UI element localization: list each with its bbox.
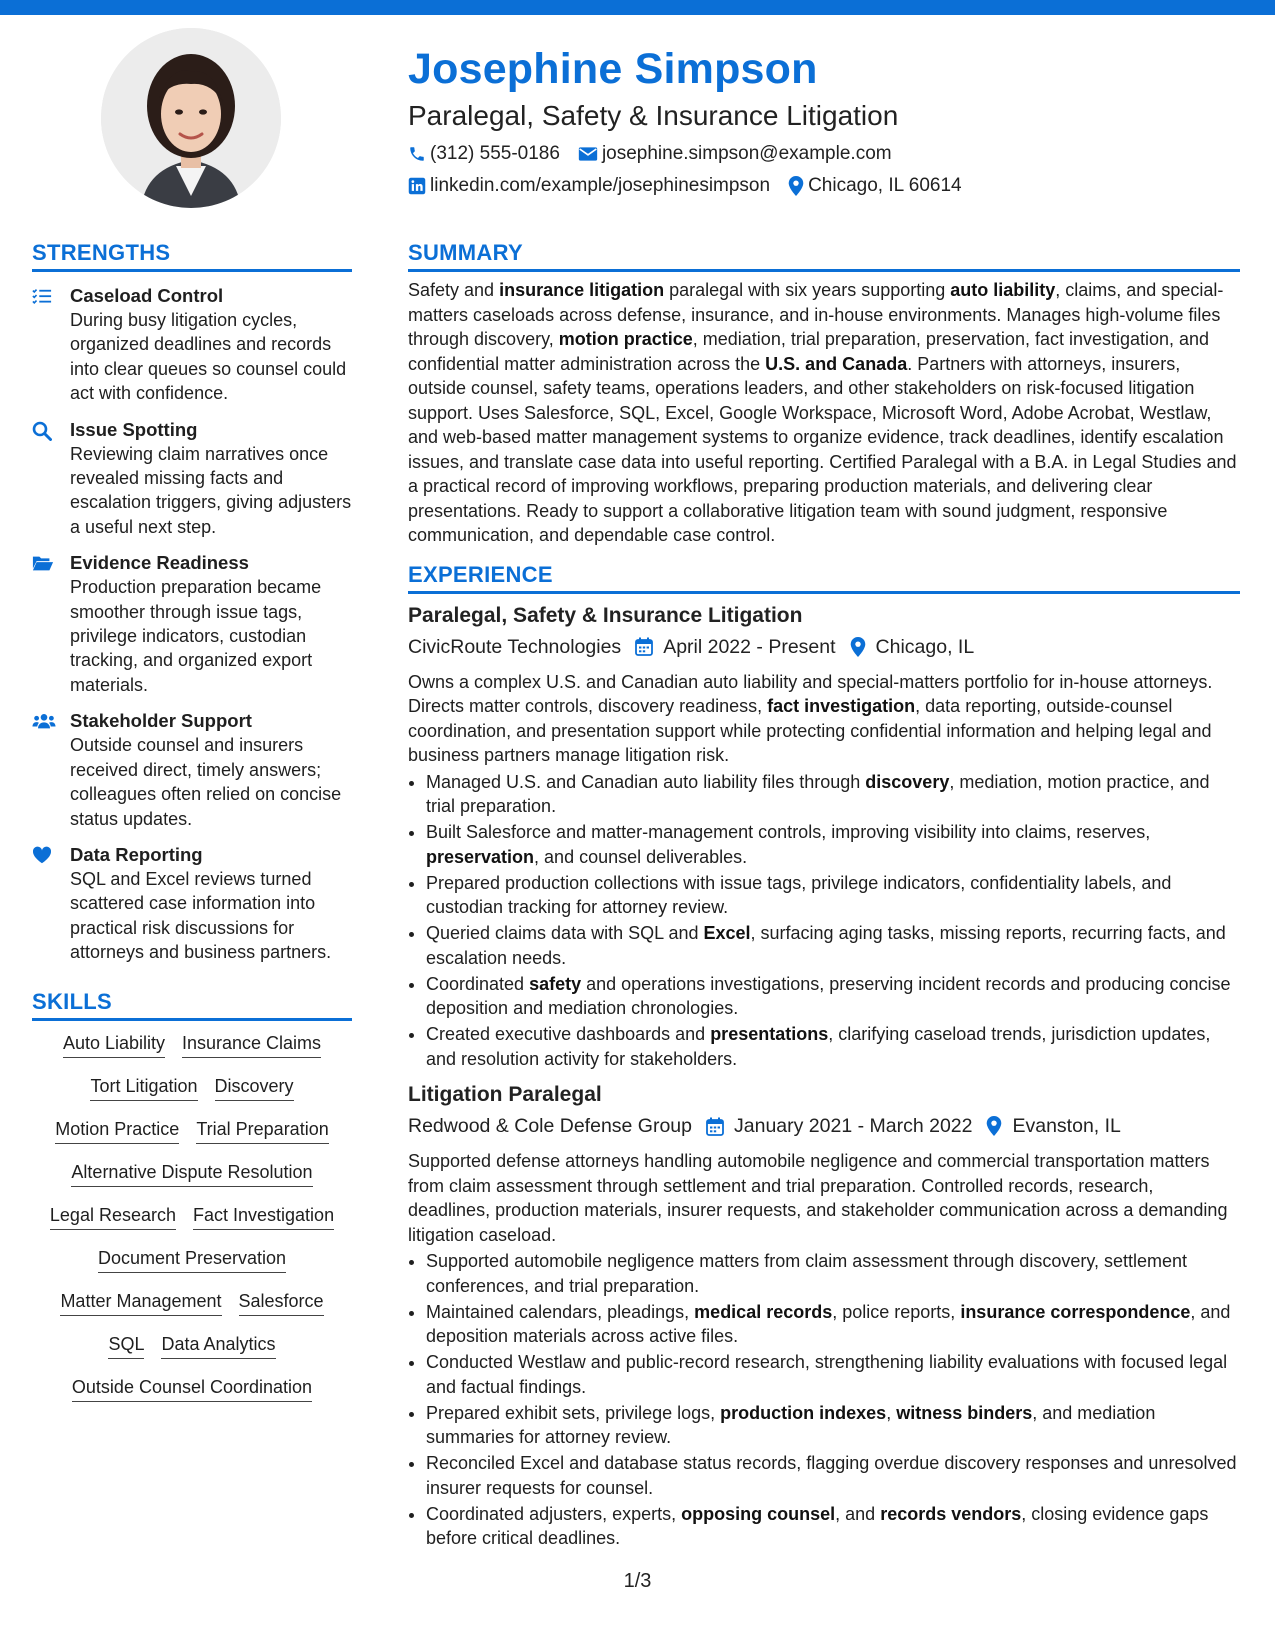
text-run: Built Salesforce and matter-management controls, improving visibility into claims, reserves, <box>426 822 1151 842</box>
job-bullet <box>426 1401 1240 1450</box>
job-entry <box>408 602 1240 1072</box>
strength-title: Caseload Control <box>70 285 224 306</box>
text-run: Prepared production collections with issue tags, privilege indicators, confidentiality labels, and custodian tracking for attorney review. <box>426 872 1172 917</box>
text-run: Prepared exhibit sets, privilege logs, <box>426 1402 721 1423</box>
job-bullet <box>426 820 1240 869</box>
location-contact <box>788 170 962 202</box>
skill-row <box>32 1203 352 1230</box>
text-run: , and counsel deliverables. <box>534 846 748 867</box>
emphasis-text: safety <box>529 973 582 994</box>
strength-item <box>32 843 352 965</box>
page-number: 1/3 <box>623 1570 652 1592</box>
envelope-icon <box>578 145 598 163</box>
skill-tag: Alternative Dispute Resolution <box>71 1160 312 1187</box>
text-run: , data reporting, outside-counsel coordination, and presentation support while protecting confidential information and helping legal and business partners manage litigation risk. <box>408 696 1212 765</box>
skill-tag: Insurance Claims <box>182 1031 321 1058</box>
job-title: Litigation Paralegal <box>408 1083 602 1106</box>
text-run: . Partners with attorneys, insurers, outside counsel, safety teams, operations leaders, and other stakeholders on risk-focused litigation support. Uses Salesforce, SQL, Excel, Google Workspace, Microsoft Word, Adobe Acrobat, Westlaw, and web-based matter management systems to organize evidence, track deadlines, identify escalation issues, and translate case data into useful reporting. Certified Paralegal with a B.A. in Legal Studies and a practical record of improving workflows, preparing production materials, and delivering clear presentations. Ready to support a collaborative litigation team with sound judgment, responsive communication, and dependable case control. <box>408 353 1237 545</box>
emphasis-text: motion practice <box>558 329 693 349</box>
strength-desc: Outside counsel and insurers received direct, timely answers; colleagues often relied on concise status updates. <box>70 735 342 829</box>
emphasis-text: auto liability <box>950 280 1056 300</box>
emphasis-text: medical records <box>694 1301 833 1322</box>
job-title: Paralegal, Safety & Insurance Litigation <box>408 603 803 627</box>
skill-row <box>32 1031 352 1058</box>
emphasis-text: opposing counsel <box>681 1503 836 1524</box>
emphasis-text: discovery <box>865 771 950 792</box>
search-icon <box>32 421 52 441</box>
candidate-title: Paralegal, Safety & Insurance Litigation <box>408 100 899 131</box>
skill-tag: Legal Research <box>50 1203 176 1230</box>
text-run: Created executive dashboards and <box>426 1024 711 1044</box>
job-dates <box>635 632 835 662</box>
job-bullet <box>426 1249 1240 1298</box>
text-run: , and mediation summaries for attorney review. <box>426 1402 1156 1447</box>
strength-desc: During busy litigation cycles, organized deadlines and records into clear queues so counsel could act with confidence. <box>70 310 347 404</box>
emphasis-text: insurance correspondence <box>960 1301 1191 1322</box>
emphasis-text: presentations <box>710 1024 829 1044</box>
job-bullet <box>426 1350 1240 1399</box>
location-text: Chicago, IL 60614 <box>808 175 962 196</box>
text-run: , and deposition materials across active files. <box>426 1301 1231 1346</box>
strengths-list <box>32 284 352 965</box>
strength-item <box>32 284 352 406</box>
top-accent-bar <box>0 0 1275 15</box>
text-run: , police reports, <box>832 1301 961 1322</box>
job-location <box>986 1111 1120 1141</box>
job-description <box>408 670 1240 768</box>
skill-tag: Motion Practice <box>55 1117 179 1144</box>
strength-title: Stakeholder Support <box>70 710 252 732</box>
text-run: , surfacing aging tasks, missing reports, recurring facts, and escalation needs. <box>426 923 1226 968</box>
folder-open-icon <box>32 554 54 572</box>
job-location-text: Chicago, IL <box>875 635 975 658</box>
skill-tag: Trial Preparation <box>196 1117 328 1144</box>
skill-row <box>32 1332 352 1359</box>
skill-row <box>32 1117 352 1144</box>
skill-row <box>32 1375 352 1402</box>
linkedin-icon <box>408 177 426 195</box>
strength-desc: Production preparation became smoother through issue tags, privilege indicators, custodian tracking, and organized export materials. <box>70 577 322 695</box>
text-run: , mediation, motion practice, and trial preparation. <box>426 771 1210 816</box>
job-bullet <box>426 1451 1240 1500</box>
text-run: , claims, and special-matters caseloads across defense, insurance, and in-house environments. Manages high-volume files through discovery, <box>408 280 1224 349</box>
summary-paragraph <box>408 278 1240 548</box>
linkedin-text: linkedin.com/example/josephinesimpson <box>430 175 771 196</box>
skill-tag: Document Preservation <box>98 1246 286 1273</box>
job-bullet <box>426 1502 1240 1551</box>
skill-tag: Fact Investigation <box>193 1203 334 1230</box>
job-bullet <box>426 871 1240 920</box>
strength-item <box>32 709 352 831</box>
text-run: and operations investigations, preserving incident records and producing concise deposition and mediation chronologies. <box>426 973 1231 1018</box>
skills-heading: SKILLS <box>32 989 352 1021</box>
users-icon <box>32 712 56 730</box>
skill-tag: Discovery <box>215 1074 294 1101</box>
map-pin-icon <box>788 176 804 196</box>
checklist-icon <box>32 287 52 305</box>
resume-header <box>408 40 1238 202</box>
text-run: Safety and <box>408 280 500 300</box>
job-location <box>850 632 975 662</box>
job-bullets <box>408 770 1240 1072</box>
candidate-name: Josephine Simpson <box>408 45 818 93</box>
job-location-text: Evanston, IL <box>1012 1115 1121 1137</box>
emphasis-text: preservation <box>426 846 535 867</box>
experience-heading: EXPERIENCE <box>408 562 1240 594</box>
heart-icon <box>32 846 52 864</box>
strength-desc: SQL and Excel reviews turned scattered case information into practical risk discussions for attorneys and business partners. <box>70 868 332 963</box>
strength-title: Data Reporting <box>70 843 203 865</box>
job-bullet <box>426 1022 1240 1071</box>
skill-tag: Matter Management <box>60 1289 221 1316</box>
job-dates-text: January 2021 - March 2022 <box>734 1115 973 1137</box>
job-meta <box>408 632 1240 662</box>
job-description <box>408 1149 1240 1247</box>
emphasis-text: insurance litigation <box>499 280 665 300</box>
skill-tag: Auto Liability <box>63 1031 165 1058</box>
emphasis-text: witness binders <box>896 1402 1033 1423</box>
calendar-icon <box>706 1117 724 1136</box>
job-bullet <box>426 770 1240 819</box>
strengths-heading: STRENGTHS <box>32 240 352 272</box>
skill-tag: Tort Litigation <box>90 1074 197 1101</box>
text-run: , and <box>835 1503 881 1524</box>
email-text: josephine.simpson@example.com <box>601 143 892 164</box>
job-bullets <box>408 1249 1240 1551</box>
skills-list <box>32 1031 352 1402</box>
skill-row <box>32 1289 352 1316</box>
text-run: Queried claims data with SQL and <box>426 923 704 943</box>
text-run: , clarifying caseload trends, jurisdiction updates, and resolution activity for stakeholders. <box>426 1024 1211 1069</box>
emphasis-text: U.S. and Canada <box>765 353 908 374</box>
text-run: Coordinated <box>426 973 530 994</box>
profile-photo <box>101 28 281 208</box>
text-run: paralegal with six years supporting <box>664 280 951 300</box>
text-run: Supported automobile negligence matters from claim assessment through discovery, settlement conferences, and trial preparation. <box>426 1251 1188 1296</box>
phone-icon <box>408 145 426 163</box>
strength-item <box>32 551 352 697</box>
emphasis-text: records vendors <box>880 1503 1022 1524</box>
strength-title: Issue Spotting <box>70 418 198 440</box>
text-run: Maintained calendars, pleadings, <box>426 1301 695 1322</box>
skill-tag: Outside Counsel Coordination <box>72 1375 312 1402</box>
phone-contact[interactable] <box>408 138 560 170</box>
job-bullet <box>426 972 1240 1021</box>
experience-list <box>408 602 1240 1551</box>
text-run: , closing evidence gaps before critical deadlines. <box>426 1503 1209 1548</box>
email-contact[interactable] <box>578 138 892 170</box>
contact-row-1 <box>408 138 1238 170</box>
strength-title: Evidence Readiness <box>70 552 249 574</box>
text-run: Managed U.S. and Canadian auto liability files through <box>426 771 866 792</box>
left-column <box>32 240 352 1418</box>
job-dates <box>706 1111 972 1141</box>
strength-item <box>32 418 352 540</box>
map-pin-icon <box>986 1116 1002 1136</box>
skill-tag: Data Analytics <box>161 1332 275 1359</box>
job-meta <box>408 1111 1240 1141</box>
text-run: , <box>886 1402 897 1423</box>
text-run: Reconciled Excel and database status records, flagging overdue discovery responses and unresolved insurer requests for counsel. <box>426 1453 1237 1498</box>
text-run: Owns a complex U.S. and Canadian auto liability and special-matters portfolio for in-house attorneys. Directs matter controls, discovery readiness, <box>408 671 1213 716</box>
text-run: Conducted Westlaw and public-record research, strengthening liability evaluations with focused legal and factual findings. <box>426 1352 1228 1397</box>
phone-text: (312) 555-0186 <box>430 143 560 164</box>
job-company: CivicRoute Technologies <box>408 635 622 658</box>
contact-row-2 <box>408 170 1238 202</box>
job-dates-text: April 2022 - Present <box>663 635 836 658</box>
emphasis-text: Excel <box>703 923 751 943</box>
emphasis-text: production indexes <box>720 1402 887 1423</box>
job-entry <box>408 1081 1240 1551</box>
strength-desc: Reviewing claim narratives once revealed missing facts and escalation triggers, giving adjusters a useful next step. <box>70 443 352 537</box>
skill-row <box>32 1074 352 1101</box>
calendar-icon <box>635 637 653 656</box>
skill-row <box>32 1246 352 1273</box>
skill-tag: SQL <box>108 1332 144 1359</box>
right-column <box>408 240 1240 1552</box>
job-bullet <box>426 1300 1240 1349</box>
skill-tag: Salesforce <box>239 1289 324 1316</box>
text-run: Supported defense attorneys handling automobile negligence and commercial transportation matters from claim assessment through settlement and trial preparation. Controlled records, research, deadlines, production materials, insurer requests, and stakeholder communication across a demanding litigation caseload. <box>408 1151 1228 1245</box>
text-run: , mediation, trial preparation, preservation, fact investigation, and confidential matter administration across the <box>408 329 1210 374</box>
summary-heading: SUMMARY <box>408 240 1240 272</box>
linkedin-contact[interactable] <box>408 170 770 202</box>
map-pin-icon <box>850 637 866 657</box>
skill-row <box>32 1160 352 1187</box>
job-company: Redwood & Cole Defense Group <box>408 1115 692 1137</box>
emphasis-text: fact investigation <box>767 696 916 716</box>
job-bullet <box>426 921 1240 970</box>
text-run: Coordinated adjusters, experts, <box>426 1503 682 1524</box>
